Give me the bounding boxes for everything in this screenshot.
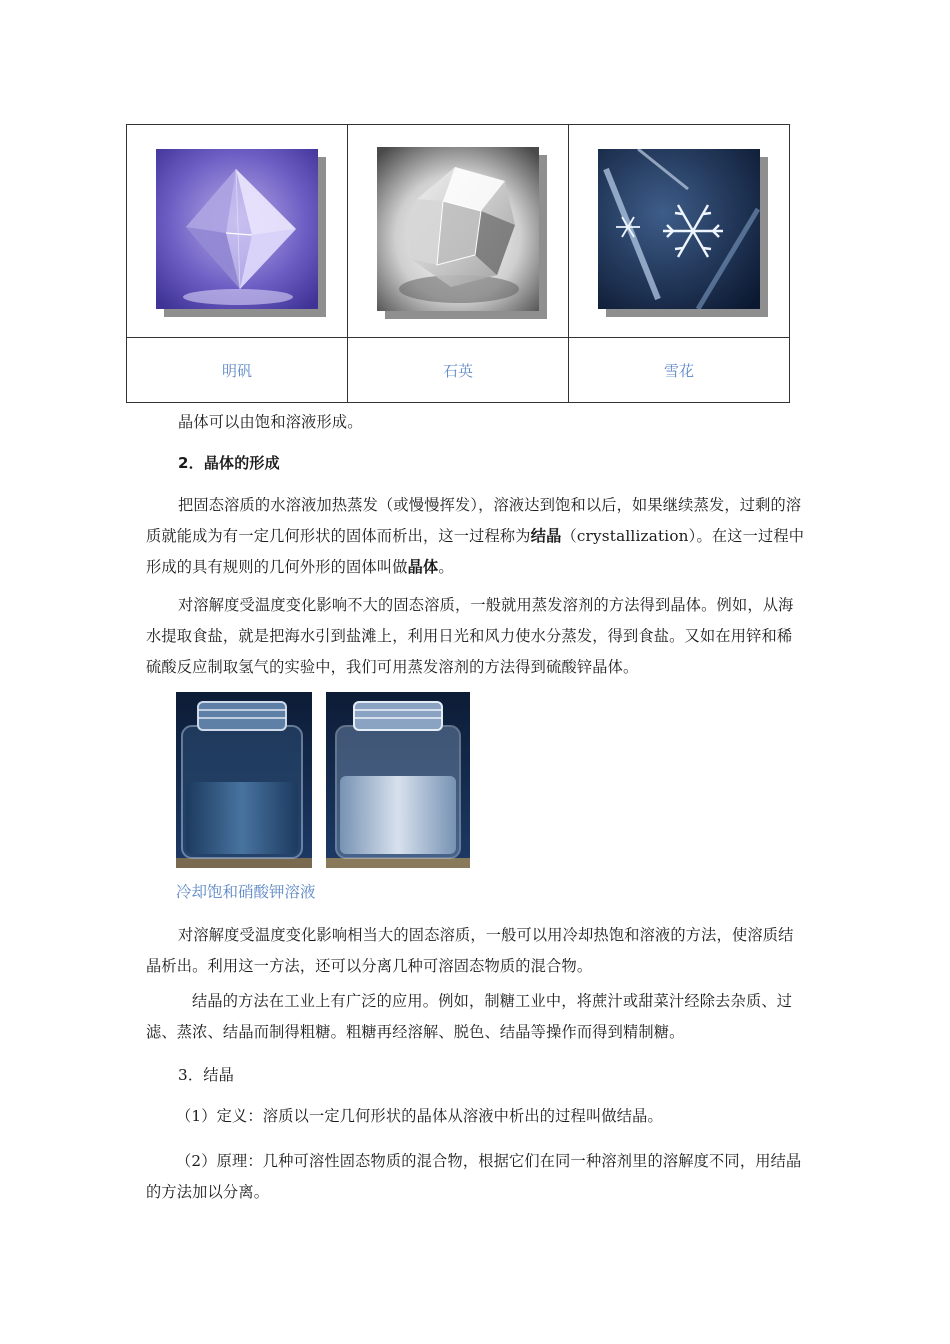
alum-caption: 明矾 — [221, 361, 252, 380]
intro-line: 晶体可以由饱和溶液形成。 — [178, 413, 363, 431]
section2-para1 — [146, 490, 806, 583]
section2-para4: 结晶的方法在工业上有广泛的应用。例如，制糖工业中，将蔗汁或甜菜汁经除去杂质、过滤、蒸浓、结晶而制得粗糖。粗糖再经溶解、脱色、结晶等操作而得到精制糖。 — [146, 992, 793, 1041]
section3-definition: （1）定义：溶质以一定几何形状的晶体从溶液中析出的过程叫做结晶。 — [176, 1107, 663, 1125]
crystal-table — [126, 124, 790, 403]
quartz-photo — [377, 147, 539, 311]
snowflake-caption: 雪花 — [663, 361, 694, 380]
quartz-caption: 石英 — [442, 361, 473, 380]
snowflake-caption-cell — [569, 338, 790, 403]
snowflake-cell — [569, 125, 790, 338]
term-crystallization: 结晶 — [530, 527, 562, 545]
snowflake-photo — [598, 149, 760, 309]
alum-caption-cell — [127, 338, 348, 403]
section2-para2: 对溶解度受温度变化影响不大的固态溶质，一般就用蒸发溶剂的方法得到晶体。例如，从海水提取食盐，就是把海水引到盐滩上，利用日光和风力使水分蒸发，得到食盐。又如在用锌和稀硫酸反应制取氢气的实验中，我们可用蒸发溶剂的方法得到硫酸锌晶体。 — [146, 596, 794, 676]
para1-text-b: （crystallization）。在这一过程中形成的具有规则的几何外形的固体叫做 — [146, 527, 805, 576]
quartz-caption-cell — [348, 338, 569, 403]
section2-para3: 对溶解度受温度变化影响相当大的固态溶质，一般可以用冷却热饱和溶液的方法，使溶质结晶析出。利用这一方法，还可以分离几种可溶固态物质的混合物。 — [146, 926, 794, 975]
term-crystal: 晶体 — [407, 558, 439, 576]
bottle-caption: 冷却饱和硝酸钾溶液 — [176, 883, 316, 901]
section2-heading: 2．晶体的形成 — [178, 454, 280, 472]
para1-text-a: 把固态溶质的水溶液加热蒸发（或慢慢挥发），溶液达到饱和以后，如果继续蒸发，过剩的溶质就能成为有一定几何形状的固体而析出，这一过程称为 — [146, 496, 802, 545]
section3-heading: 3．结晶 — [178, 1066, 235, 1084]
section3-principle: （2）原理：几种可溶性固态物质的混合物，根据它们在同一种溶剂里的溶解度不同，用结晶的方法加以分离。 — [146, 1152, 802, 1201]
quartz-cell — [348, 125, 569, 338]
alum-cell — [127, 125, 348, 338]
para1-text-c: 。 — [438, 558, 454, 576]
alum-photo — [156, 149, 318, 309]
bottles-photo — [176, 692, 476, 874]
